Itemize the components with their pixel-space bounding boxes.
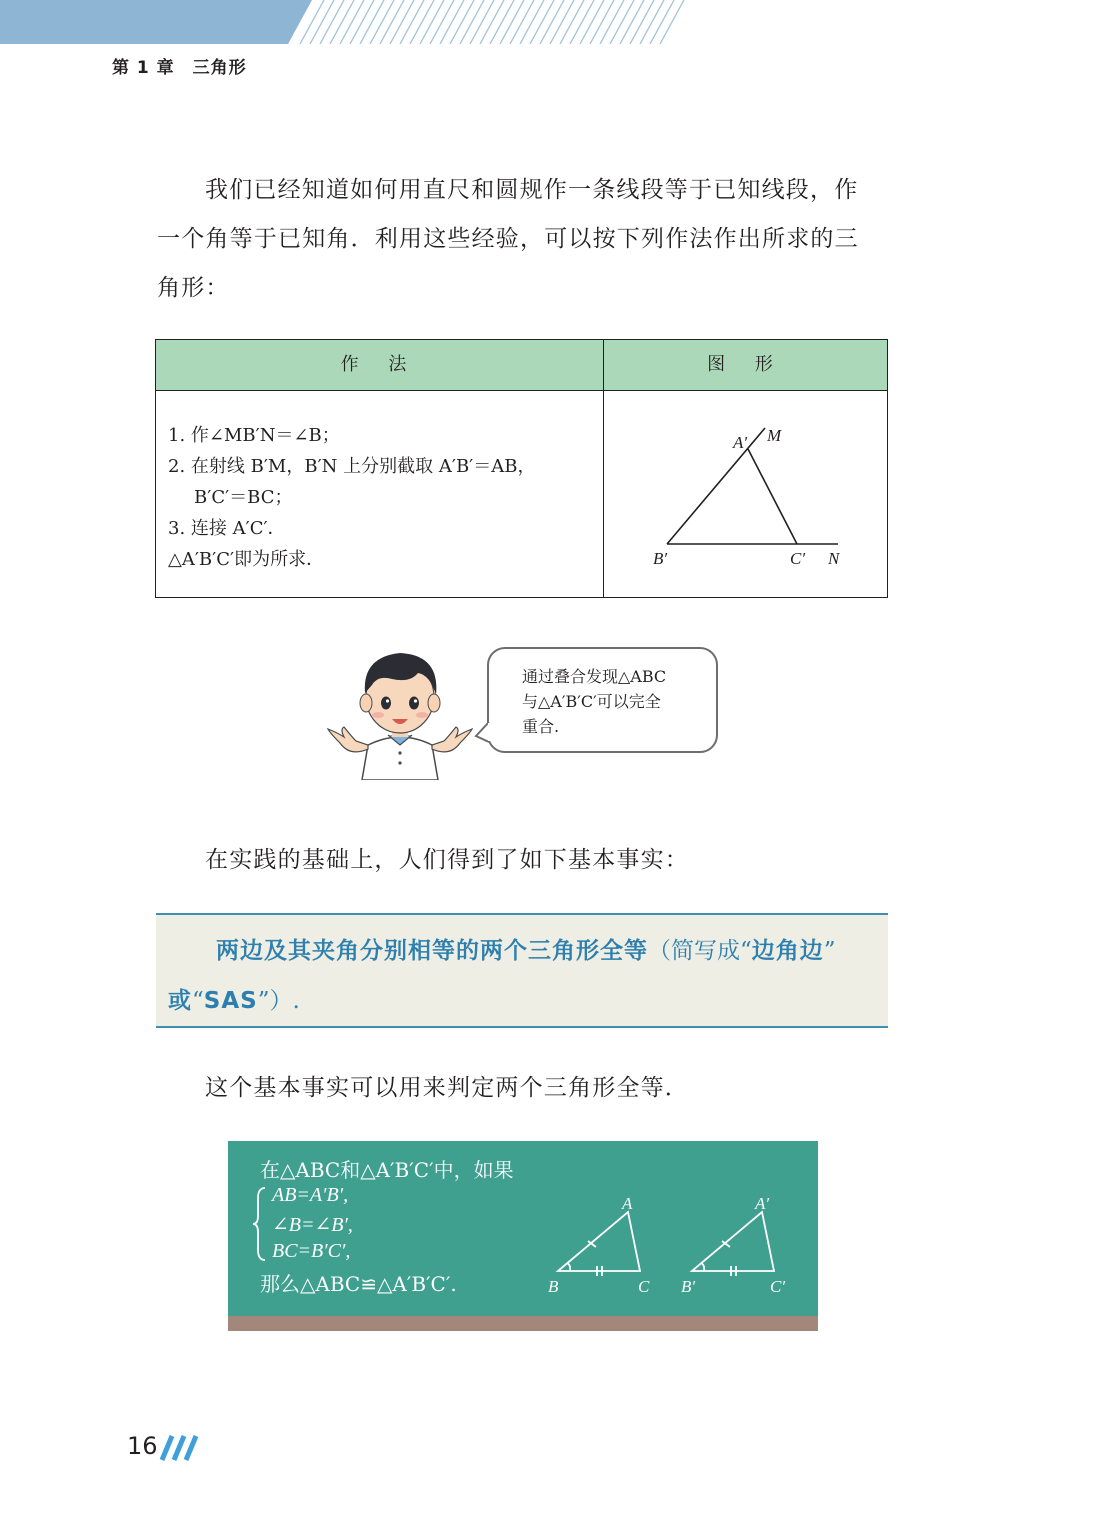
- intro-line-2: 一个角等于已知角．利用这些经验，可以按下列作法作出所求的三: [157, 226, 859, 252]
- tri2-label-b: B′: [681, 1277, 696, 1296]
- tri1-label-b: B: [548, 1277, 559, 1296]
- board-line-1: 在△ABC和△A′B′C′中，如果: [260, 1158, 514, 1182]
- construction-table: [155, 339, 888, 598]
- construction-figure: [605, 392, 887, 597]
- fact-mid: ”: [823, 938, 836, 964]
- board-condition-1: AB=A′B′,: [272, 1184, 349, 1206]
- tri2-label-c: C′: [770, 1277, 786, 1296]
- table-header-method: 作 法: [340, 354, 419, 375]
- board-condition-3: BC=B′C′,: [272, 1240, 351, 1262]
- step-result: △A′B′C′即为所求．: [168, 549, 325, 570]
- page-number: 16: [127, 1432, 158, 1460]
- fact-close: ”）.: [257, 988, 300, 1014]
- page-slashes-icon: [158, 1434, 198, 1462]
- speech-line-3: 重合.: [522, 717, 560, 736]
- fact-or: 或: [168, 988, 192, 1014]
- construction-steps: [168, 420, 536, 575]
- brace-icon: [252, 1186, 268, 1262]
- step-2-cont: B′C′＝BC；: [194, 487, 293, 508]
- fact-sas-chinese: 边角边: [751, 938, 824, 964]
- tri1-label-a: A: [622, 1194, 633, 1213]
- usage-sentence: 这个基本事实可以用来判定两个三角形全等．: [205, 1075, 689, 1101]
- tri2-label-a: A′: [755, 1194, 770, 1213]
- header-band: [0, 0, 1093, 44]
- fact-paren-open: （简写成“: [648, 938, 752, 964]
- speech-bubble-tail: [474, 722, 494, 744]
- label-c-prime: C′: [790, 549, 806, 568]
- basic-fact-text: [168, 926, 884, 1026]
- table-header-figure: 图 形: [707, 354, 785, 375]
- intro-line-3: 角形：: [157, 275, 230, 301]
- intro-paragraph: [157, 166, 892, 313]
- board-condition-2: ∠B=∠B′,: [272, 1214, 353, 1236]
- board-triangles: [540, 1186, 800, 1301]
- fact-quote-open: “: [192, 988, 204, 1014]
- label-n: N: [828, 549, 840, 568]
- boy-illustration: [322, 645, 482, 780]
- label-m: M: [767, 426, 782, 445]
- board-conclusion: 那么△ABC≌△A′B′C′.: [260, 1272, 457, 1296]
- speech-line-2: 与△A′B′C′可以完全: [522, 692, 661, 711]
- chapter-title: 第 1 章 三角形: [112, 58, 247, 78]
- label-a-prime: A′: [733, 433, 748, 452]
- speech-text: [522, 664, 712, 739]
- tri1-label-c: C: [638, 1277, 650, 1296]
- fact-sas: SAS: [203, 988, 258, 1014]
- step-3: 3. 连接 A′C′．: [168, 518, 286, 539]
- chalkboard-ledge: [228, 1316, 818, 1331]
- intro-line-1: 我们已经知道如何用直尺和圆规作一条线段等于已知线段，作: [205, 177, 859, 203]
- speech-line-1: 通过叠合发现△ABC: [522, 667, 667, 686]
- fact-statement: 两边及其夹角分别相等的两个三角形全等: [216, 938, 648, 964]
- practice-sentence: 在实践的基础上，人们得到了如下基本事实：: [205, 847, 689, 873]
- label-b-prime: B′: [653, 549, 668, 568]
- step-1: 1. 作∠MB′N＝∠B；: [168, 425, 340, 446]
- step-2: 2. 在射线 B′M，B′N 上分别截取 A′B′＝AB，: [168, 456, 536, 477]
